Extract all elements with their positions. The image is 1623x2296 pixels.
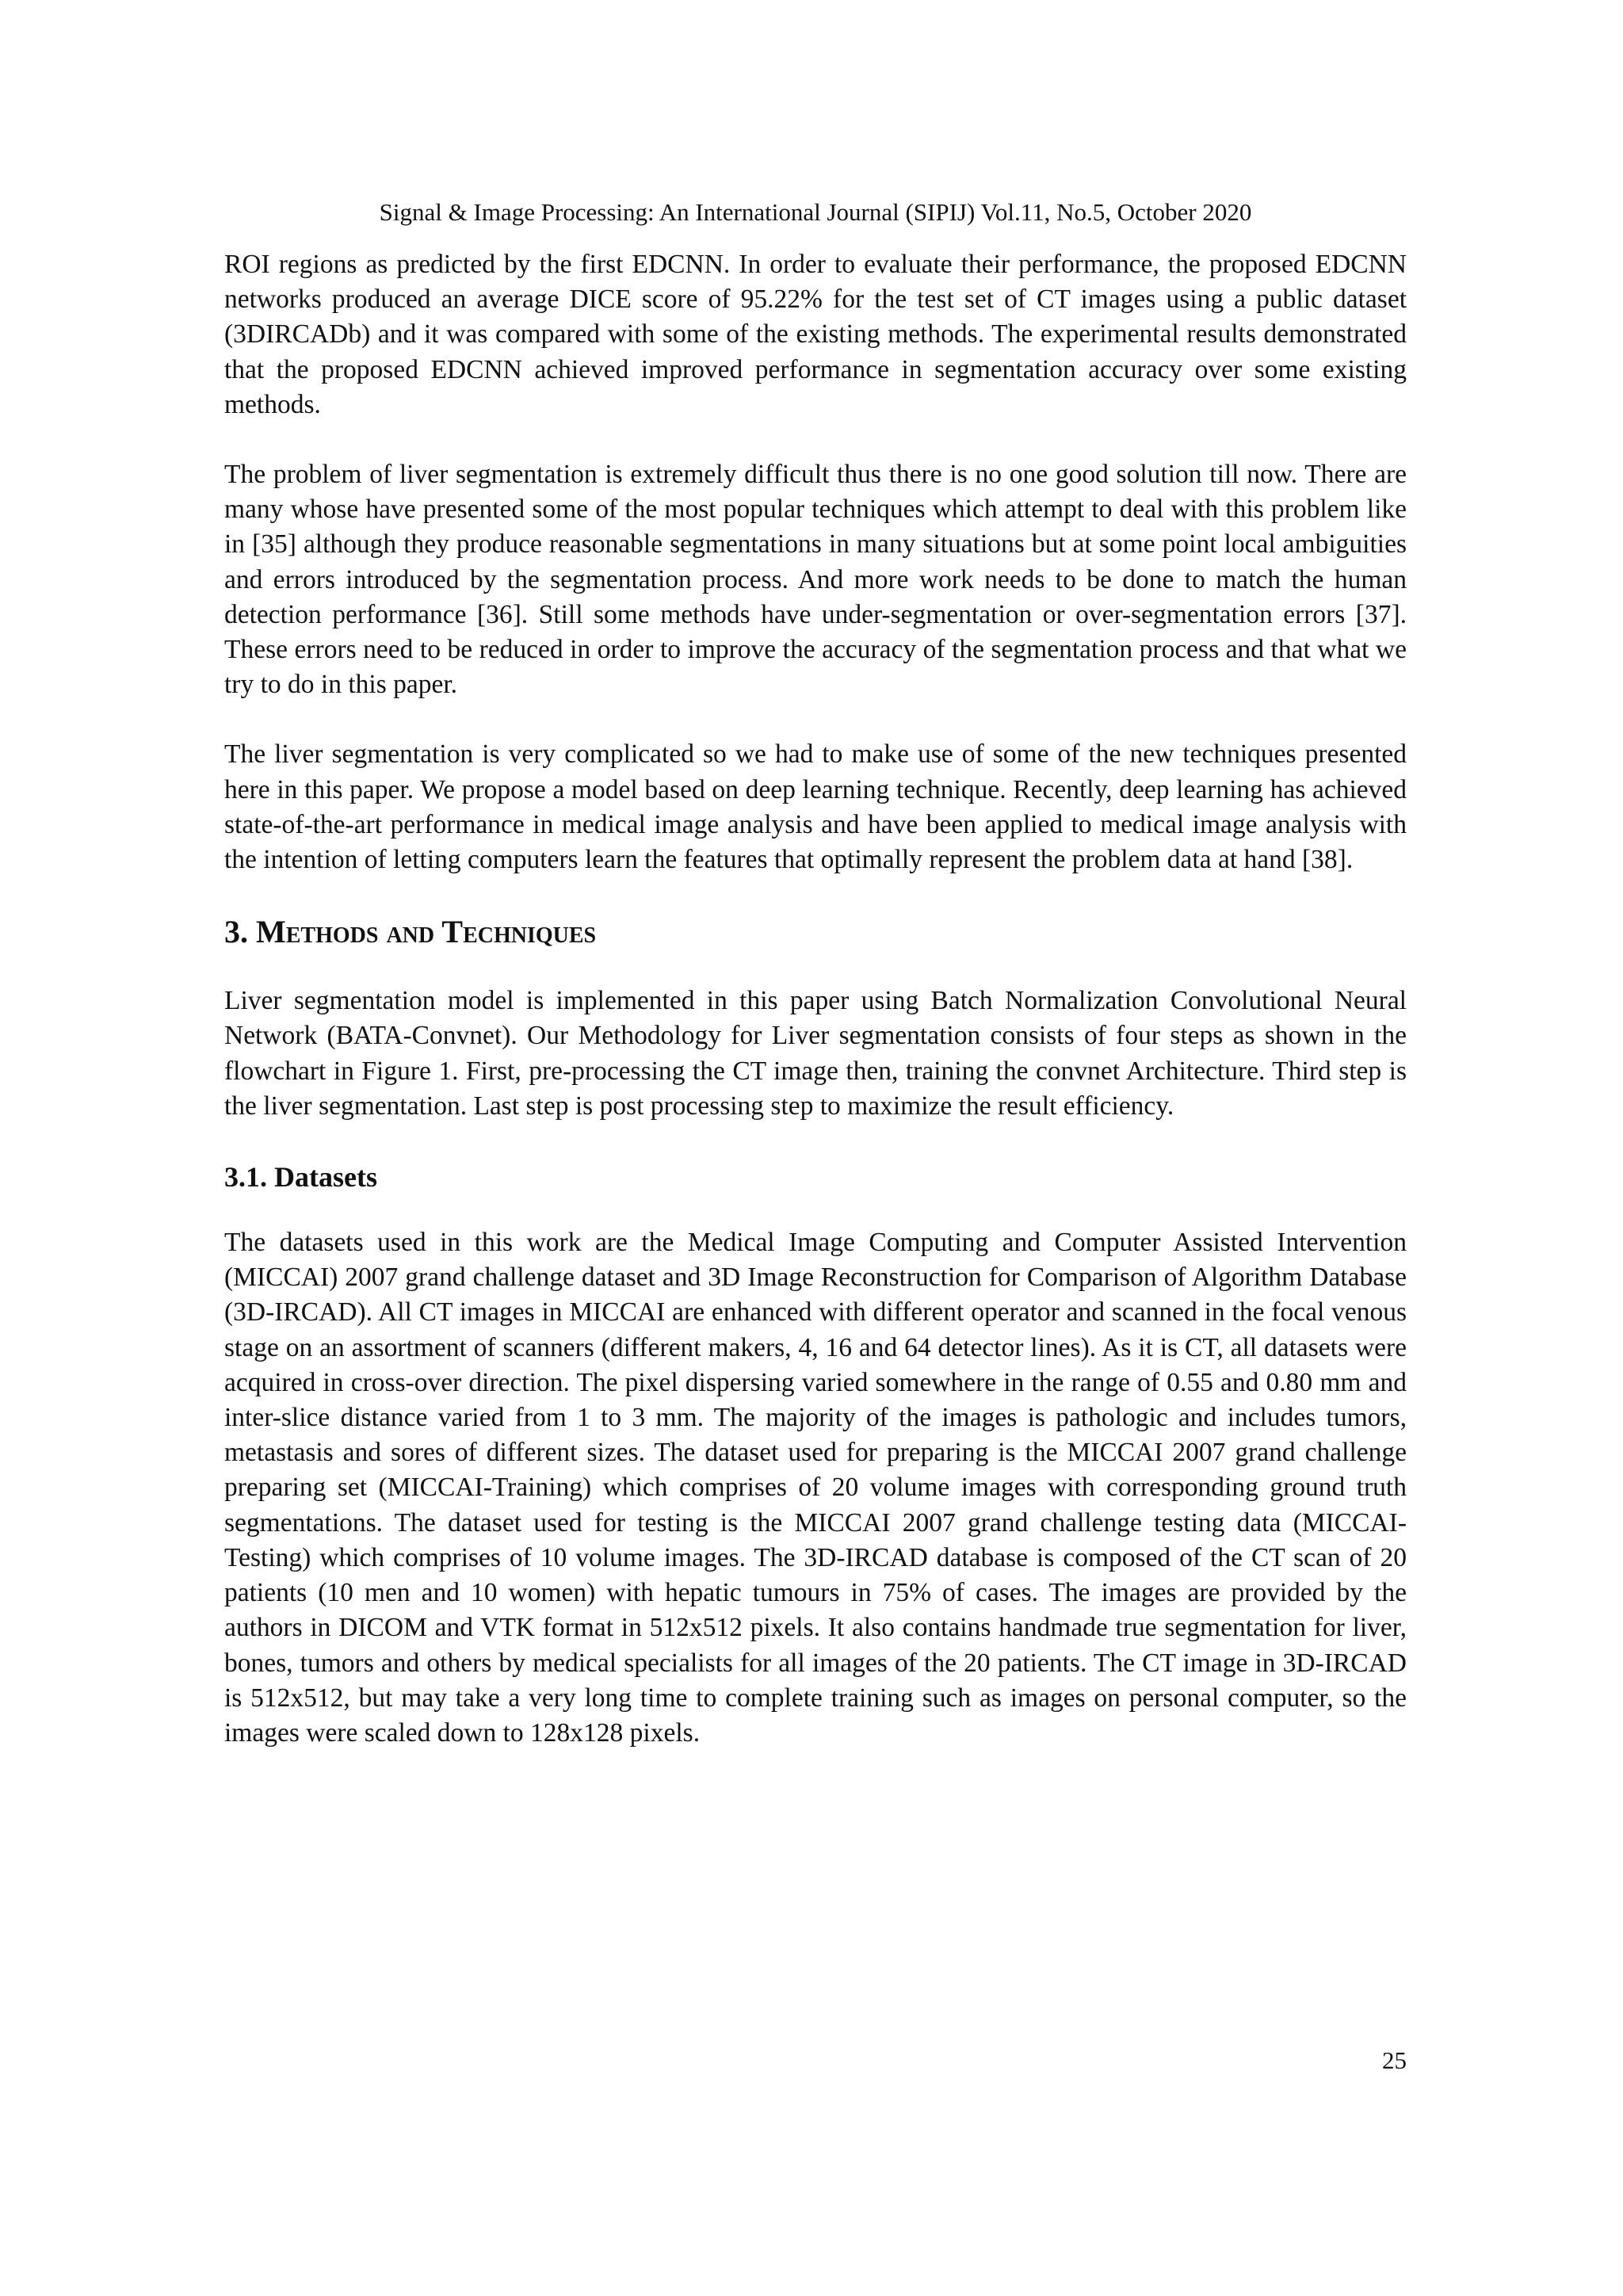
section-title: Methods and Techniques — [256, 914, 597, 950]
paper-page — [224, 0, 1407, 2296]
paragraph-segmentation-problem: The problem of liver segmentation is extremely difficult thus there is no one good solution till now. There are many whose have presented some of the most popular techniques which attempt to deal with this problem like in [35] although they produce reasonable segmentations in many situations but at some point local ambiguities and errors introduced by the segmentation process. And more work needs to be done to match the human detection performance [36]. Still some methods have under-segmentation or over-segmentation errors [37]. These errors need to be reduced in order to improve the accuracy of the segmentation process and that what we try to do in this paper. — [224, 460, 1407, 700]
subsection-number: 3.1. — [224, 1161, 267, 1194]
paragraph-edcnn-results: ROI regions as predicted by the first EDCNN. In order to evaluate their performance, the proposed EDCNN networks produced an average DICE score of 95.22% for the test set of CT images using a public dataset (3DIRCADb) and it was compared with some of the existing methods. The experimental results demonstrated that the proposed EDCNN achieved improved performance in segmentation accuracy over some existing methods. — [224, 250, 1407, 419]
paragraph-methodology: Liver segmentation model is implemented in this paper using Batch Normalization Convolutional Neural Network (BATA-Convnet). Our Methodology for Liver segmentation consists of four steps as shown in the flowchart in Figure 1. First, pre-processing the CT image then, training the convnet Architecture. Third step is the liver segmentation. Last step is post processing step to maximize the result efficiency. — [224, 986, 1407, 1121]
section-number: 3. — [224, 914, 248, 950]
paragraph-deep-learning: The liver segmentation is very complicated so we had to make use of some of the new techniques presented here in this paper. We propose a model based on deep learning technique. Recently, deep learning has achieved state-of-the-art performance in medical image analysis and have been applied to medical image analysis with the intention of letting computers learn the features that optimally represent the problem data at hand [38]. — [224, 739, 1407, 875]
section-heading-methods — [224, 912, 1407, 952]
subsection-heading-datasets — [224, 1159, 1407, 1195]
page-body — [224, 247, 1407, 1786]
page-number: 25 — [1382, 2046, 1407, 2074]
paragraph-datasets: The datasets used in this work are the Medical Image Computing and Computer Assisted Intervention (MICCAI) 2007 grand challenge dataset and 3D Image Reconstruction for Comparison of Algorithm Database (3D-IRCAD). All CT images in MICCAI are enhanced with different operator and scanned in the focal venous stage on an assortment of scanners (different makers, 4, 16 and 64 detector lines). As it is CT, all datasets were acquired in cross-over direction. The pixel dispersing varied somewhere in the range of 0.55 and 0.80 mm and inter-slice distance varied from 1 to 3 mm. The majority of the images is pathologic and includes tumors, metastasis and sores of different sizes. The dataset used for preparing is the MICCAI 2007 grand challenge preparing set (MICCAI-Training) which comprises of 20 volume images with corresponding ground truth segmentations. The dataset used for testing is the MICCAI 2007 grand challenge testing data (MICCAI-Testing) which comprises of 10 volume images. The 3D-IRCAD database is composed of the CT scan of 20 patients (10 men and 10 women) with hepatic tumours in 75% of cases. The images are provided by the authors in DICOM and VTK format in 512x512 pixels. It also contains handmade true segmentation for liver, bones, tumors and others by medical specialists for all images of the 20 patients. The CT image in 3D-IRCAD is 512x512, but may take a very long time to complete training such as images on personal computer, so the images were scaled down to 128x128 pixels. — [224, 1228, 1407, 1748]
subsection-title: Datasets — [274, 1161, 377, 1194]
running-header: Signal & Image Processing: An International Journal (SIPIJ) Vol.11, No.5, October 2020 — [379, 198, 1252, 226]
